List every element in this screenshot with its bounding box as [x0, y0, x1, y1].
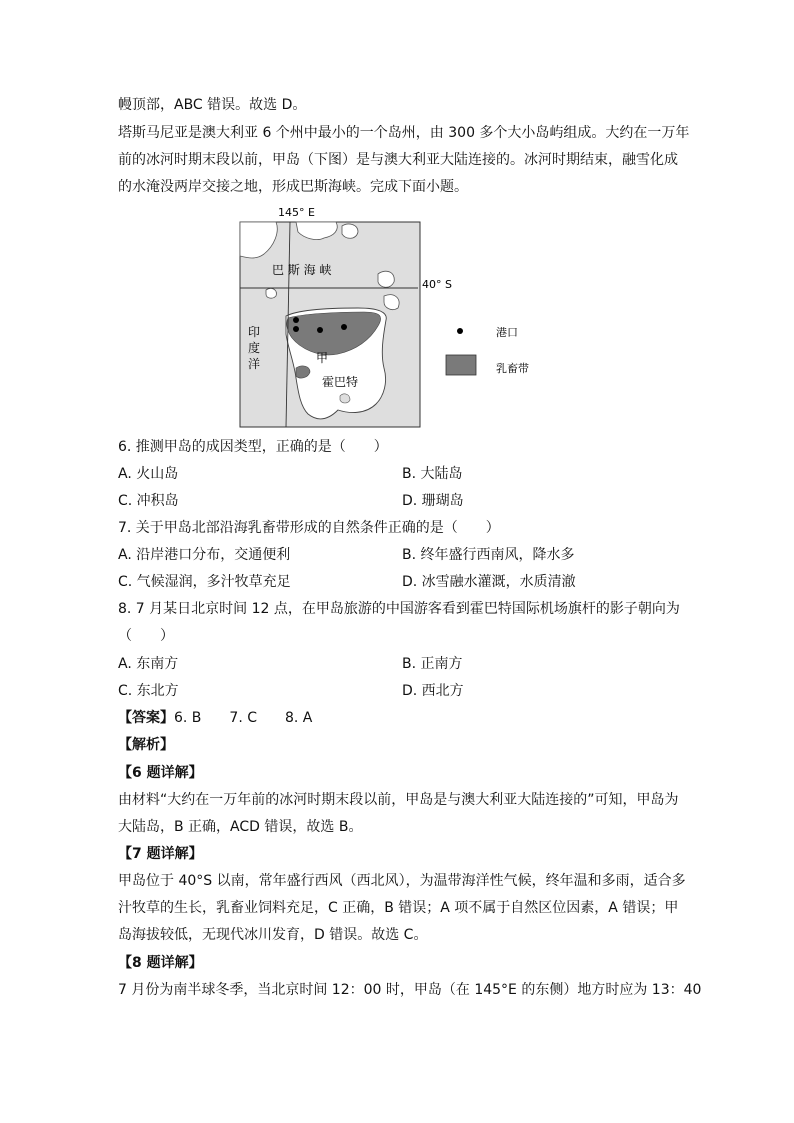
legend-dairy-icon	[446, 355, 476, 375]
q7-analysis-line-2: 汁牧草的生长，乳畜业饲料充足，C 正确，B 错误；A 项不属于自然区位因素，A 错误；甲	[118, 900, 679, 916]
port-dot	[317, 327, 323, 333]
tasmania-map	[238, 202, 618, 430]
q7-analysis-heading: 【7 题详解】	[118, 846, 203, 862]
q6-analysis-line-1: 由材料“大约在一万年前的冰河时期末段以前，甲岛是与澳大利亚大陆连接的”可知，甲岛为	[118, 792, 679, 808]
lon-label: 145° E	[278, 206, 315, 219]
island-west	[266, 288, 276, 298]
port-dot	[293, 317, 299, 323]
legend-dairy-label: 乳畜带	[496, 362, 529, 375]
question-8-stem: 8. 7 月某日北京时间 12 点，在甲岛旅游的中国游客看到霍巴特国际机场旗杆的影子朝向为	[118, 601, 680, 617]
ocean-label-3: 洋	[248, 357, 261, 371]
q7-option-c: C. 气候湿润，多汁牧草充足	[118, 574, 291, 590]
intro-line-1: 塔斯马尼亚是澳大利亚 6 个州中最小的一个岛州，由 300 多个大小岛屿组成。大约在一万年	[118, 125, 690, 141]
analysis-label: 【解析】	[118, 737, 174, 753]
port-dot	[341, 324, 347, 330]
island-east-1	[378, 271, 394, 287]
q8-option-a: A. 东南方	[118, 656, 179, 672]
q7-option-a: A. 沿岸港口分布，交通便利	[118, 547, 291, 563]
answer-text: 6. B 7. C 8. A	[174, 710, 313, 726]
q8-analysis-line-1: 7 月份为南半球冬季，当北京时间 12：00 时，甲岛（在 145°E 的东侧）地方时应为 13：40	[118, 982, 702, 998]
q7-analysis-line-3: 岛海拔较低，无现代冰川发育，D 错误。故选 C。	[118, 927, 428, 943]
q6-option-d: D. 珊瑚岛	[402, 493, 464, 509]
q6-analysis-line-2: 大陆岛，B 正确，ACD 错误，故选 B。	[118, 819, 363, 835]
q8-option-b: B. 正南方	[402, 656, 463, 672]
q6-option-c: C. 冲积岛	[118, 493, 179, 509]
intro-line-0: 幔顶部，ABC 错误。故选 D。	[118, 97, 307, 113]
q6-option-b: B. 大陆岛	[402, 466, 463, 482]
island-top-small	[342, 224, 358, 238]
ocean-label-1: 印	[248, 325, 261, 339]
intro-line-3: 的水淹没两岸交接之地，形成巴斯海峡。完成下面小题。	[118, 179, 468, 195]
q7-option-d: D. 冰雪融水灌溉，水质清澈	[402, 574, 576, 590]
answer-line	[118, 708, 312, 728]
legend-port-label: 港口	[496, 326, 518, 339]
question-7-stem: 7. 关于甲岛北部沿海乳畜带形成的自然条件正确的是（ ）	[118, 520, 500, 536]
island-east-2	[384, 295, 399, 310]
q8-analysis-heading: 【8 题详解】	[118, 955, 203, 971]
q8-option-c: C. 东北方	[118, 683, 179, 699]
q7-analysis-line-1: 甲岛位于 40°S 以南，常年盛行西风（西北风），为温带海洋性气候，终年温和多雨，适合多	[118, 873, 686, 889]
answer-label: 【答案】	[118, 710, 174, 726]
question-8-stem-cont: （ ）	[118, 628, 174, 644]
question-6-stem: 6. 推测甲岛的成因类型，正确的是（ ）	[118, 439, 388, 455]
lat-label: 40° S	[422, 278, 452, 291]
q6-option-a: A. 火山岛	[118, 466, 179, 482]
intro-line-2: 前的冰河时期末段以前，甲岛（下图）是与澳大利亚大陆连接的。冰河时期结束，融雪化成	[118, 152, 678, 168]
q6-analysis-heading: 【6 题详解】	[118, 765, 203, 781]
legend-port-icon	[457, 328, 463, 334]
city-label: 霍巴特	[322, 375, 359, 389]
island-label: 甲	[316, 351, 329, 365]
q8-option-d: D. 西北方	[402, 683, 464, 699]
hobart-inlet	[340, 394, 350, 403]
ocean-label-2: 度	[248, 341, 261, 355]
port-dot	[293, 326, 299, 332]
q7-option-b: B. 终年盛行西南风，降水多	[402, 547, 575, 563]
strait-label: 巴 斯 海 峡	[272, 263, 332, 277]
